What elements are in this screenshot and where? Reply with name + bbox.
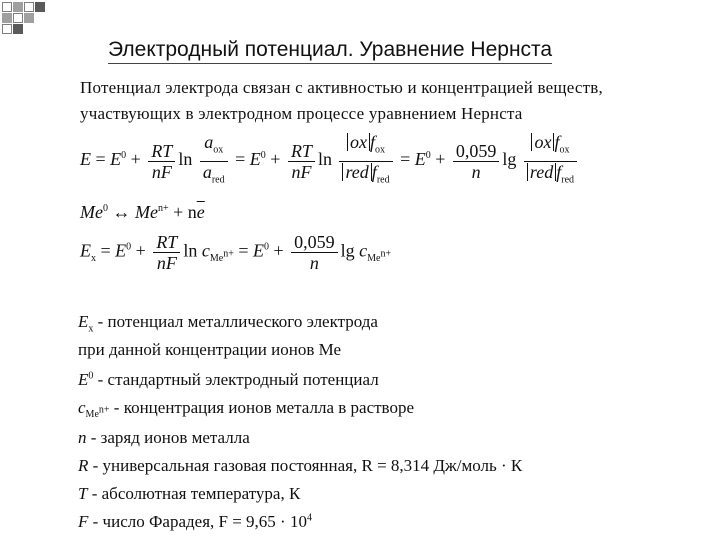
definition-t: T - абсолютная температура, К	[78, 484, 301, 503]
metal-electrode-equation: $E_x = E^0$ + $\frac{RT}{nF}$ $\ln c_{Me^{n+}} = E^0$ + $\frac{0,059}{n}$ $\lg c_{Me^{n+}}$	[80, 232, 392, 273]
definition-c: $c_{Me^{n+}}$ - концентрация ионов металла в растворе	[78, 398, 414, 421]
deco-square	[2, 2, 12, 12]
definition-ex-continued: при данной концентрации ионов Ме	[78, 340, 342, 359]
deco-square	[24, 2, 34, 12]
corner-decoration	[0, 0, 60, 40]
page-title: Электродный потенциал. Уравнение Нернста	[108, 38, 552, 64]
deco-square	[13, 24, 23, 34]
definition-n: n - заряд ионов металла	[78, 428, 250, 447]
deco-square	[2, 13, 12, 23]
definition-e0: $E^0$ - стандартный электродный потенциал	[78, 370, 379, 389]
definition-ex: $E_x$ - потенциал металлического электрода	[78, 312, 378, 335]
deco-square	[2, 24, 12, 34]
nernst-equation: $E = E^0$ + $\frac{RT}{nF}$ ln $\frac{a_{ox}}{a_{red}}$ = $E^0$ + $\frac{RT}{nF}$ ln $\frac{ox f_{ox}}{red f_{red}}$ = $E^0$ + $\frac{0,059}{n}$ lg $\frac{ox f_{ox}}{red f_{red}}$	[80, 132, 580, 190]
deco-square	[24, 13, 34, 23]
definition-f: F - число Фарадея, $F = 9,65 \cdot 10^4$	[78, 512, 312, 531]
deco-square	[13, 2, 23, 12]
deco-square	[35, 2, 45, 12]
electrode-reaction: Me$^0$ ↔ $Me^{n+} + n\overline{e}$	[80, 202, 205, 222]
definition-r: R - универсальная газовая постоянная, R = 8,314 Дж/моль · К	[78, 456, 523, 475]
deco-square	[13, 13, 23, 23]
intro-line-2: участвующих в электродном процессе уравнением Нернста	[80, 104, 523, 123]
intro-line-1: Потенциал электрода связан с активностью и концентрацией веществ,	[80, 78, 603, 97]
